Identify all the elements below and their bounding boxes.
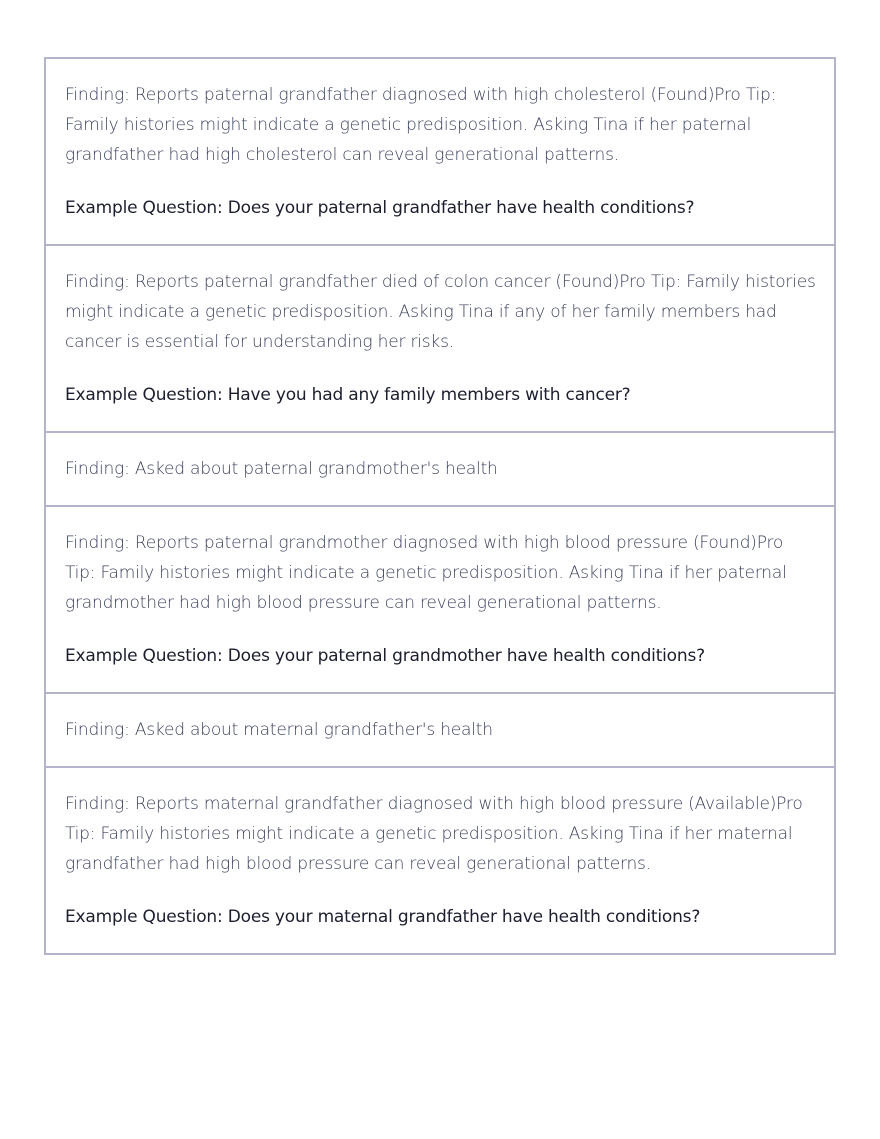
finding-row [46, 59, 834, 244]
finding-row [46, 766, 834, 953]
finding-row [46, 505, 834, 692]
example-question: Example Question: Does your paternal grandmother have health conditions? [65, 646, 705, 666]
finding-text: Finding: Reports maternal grandfather diagnosed with high blood pressure (Available)Pro Tip: Family histories might indicate a genetic predisposition. Asking Tina if her maternal grandfather had high blood pressure can reveal generational patterns. [65, 794, 803, 874]
finding-text: Finding: Asked about paternal grandmother's health [65, 459, 498, 479]
finding-text: Finding: Reports paternal grandmother diagnosed with high blood pressure (Found)Pro Tip: Family histories might indicate a genetic predisposition. Asking Tina if her paternal grandmother had high blood pressure can reveal generational patterns. [65, 533, 787, 613]
finding-row [46, 431, 834, 505]
example-question: Example Question: Does your maternal grandfather have health conditions? [65, 907, 701, 927]
finding-text: Finding: Reports paternal grandfather died of colon cancer (Found)Pro Tip: Family histories might indicate a genetic predisposition. Asking Tina if any of her family members had cancer is essential for understanding her risks. [65, 272, 816, 352]
finding-text: Finding: Asked about maternal grandfather's health [65, 720, 493, 740]
example-question: Example Question: Have you had any family members with cancer? [65, 385, 631, 405]
finding-text: Finding: Reports paternal grandfather diagnosed with high cholesterol (Found)Pro Tip: Family histories might indicate a genetic predisposition. Asking Tina if her paternal grandfather had high cholesterol can reveal generational patterns. [65, 85, 777, 165]
finding-row [46, 692, 834, 766]
finding-row [46, 244, 834, 431]
example-question: Example Question: Does your paternal grandfather have health conditions? [65, 198, 695, 218]
findings-table [44, 57, 836, 955]
